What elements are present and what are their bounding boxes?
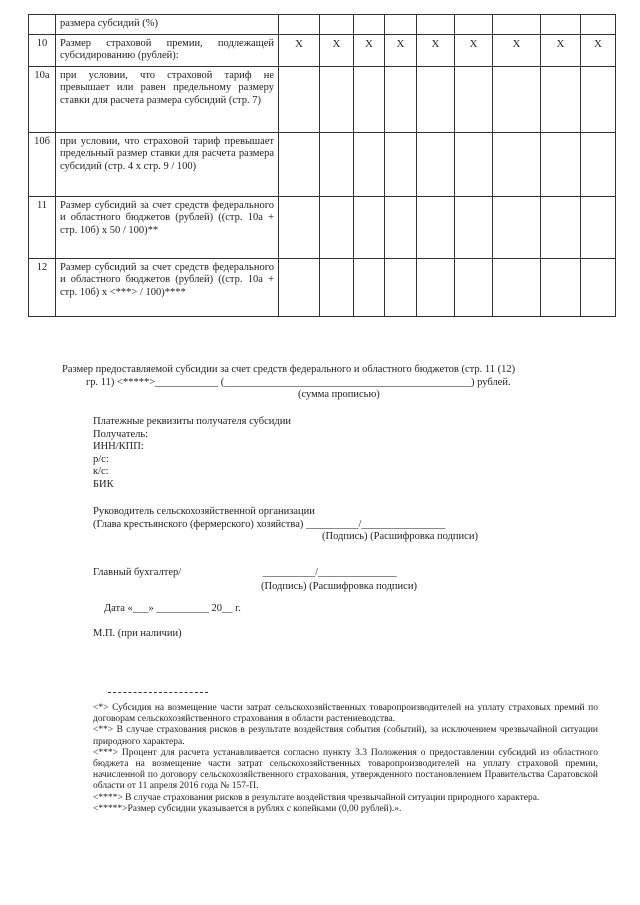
row-description: размера субсидий (%) — [56, 15, 279, 35]
row-number: 10а — [29, 66, 56, 132]
empty-cell — [279, 196, 320, 258]
empty-cell — [417, 15, 455, 35]
requisites-title: Платежные реквизиты получателя субсидии — [93, 416, 291, 427]
head-title: Руководитель сельскохозяйственной организации — [93, 506, 315, 517]
empty-cell — [581, 258, 616, 316]
empty-cell — [455, 258, 493, 316]
row-description: Размер субсидий за счет средств федерального и областного бюджетов (рублей) ((стр. 10а + стр. 10б) x <***> / 100)**** — [56, 258, 279, 316]
x-mark-cell: X — [455, 34, 493, 66]
empty-cell — [354, 132, 385, 196]
x-mark-cell: X — [417, 34, 455, 66]
footnote-3: <***> Процент для расчета устанавливается согласно пункту 3.3 Положения о предоставлении субсидий из областного бюджета на возмещение части затрат сельскохозяйственных товаропроизводителей на уплату страховой премии, начисленной по договору сельскохозяйственного страхования, утвержденного постановлением Правительства Саратовской области от 11 апреля 2016 года № 157-П. — [93, 747, 598, 792]
empty-cell — [385, 15, 417, 35]
x-mark-cell: X — [581, 34, 616, 66]
x-mark-cell: X — [279, 34, 320, 66]
row-number: 11 — [29, 196, 56, 258]
empty-cell — [279, 258, 320, 316]
empty-cell — [417, 66, 455, 132]
footnote-4: <****> В случае страхования рисков в результате воздействия чрезвычайной ситуации природного характера. — [93, 792, 540, 803]
empty-cell — [541, 196, 581, 258]
payment-requisites — [93, 416, 291, 491]
empty-cell — [493, 66, 541, 132]
table-row — [29, 196, 616, 258]
empty-cell — [354, 258, 385, 316]
empty-cell — [541, 258, 581, 316]
footnote-2: <**> В случае страхования рисков в результате воздействия события (событий), за исключением чрезвычайной ситуации природного характера. — [93, 725, 598, 747]
x-mark-cell: X — [541, 34, 581, 66]
empty-cell — [320, 66, 354, 132]
subsidy-table — [28, 14, 616, 317]
date-line: Дата «___» __________ 20__ г. — [104, 603, 241, 614]
summary-line-2: гр. 11) <*****>____________ (_______________________________________________) рублей. — [86, 376, 511, 388]
empty-cell — [581, 66, 616, 132]
empty-cell — [279, 132, 320, 196]
empty-cell — [279, 66, 320, 132]
row-description: Размер субсидий за счет средств федерального и областного бюджетов (рублей) ((стр. 10а + стр. 10б) x 50 / 100)** — [56, 196, 279, 258]
empty-cell — [493, 196, 541, 258]
table-row — [29, 132, 616, 196]
row-number: 10 — [29, 34, 56, 66]
table-body — [29, 15, 616, 317]
empty-cell — [455, 66, 493, 132]
subsidy-summary — [62, 364, 602, 402]
inn-label: ИНН/КПП: — [93, 441, 144, 452]
head-signature — [93, 506, 445, 531]
row-number: 10б — [29, 132, 56, 196]
empty-cell — [581, 132, 616, 196]
chief-signature-caption: (Подпись) (Расшифровка подписи) — [261, 581, 417, 592]
empty-cell — [320, 132, 354, 196]
bik-label: БИК — [93, 478, 114, 490]
footnote-5: <*****>Размер субсидии указывается в рублях с копейками (0,00 рублей).». — [93, 803, 402, 814]
x-mark-cell: X — [385, 34, 417, 66]
ks-label: к/с: — [93, 466, 109, 477]
empty-cell — [385, 132, 417, 196]
empty-cell — [493, 132, 541, 196]
row-description: Размер страховой премии, подлежащей субсидированию (рублей): — [56, 34, 279, 66]
row-description: при условии, что страховой тариф превышает предельный размер ставки для расчета размера субсидий (стр. 4 x стр. 9 / 100) — [56, 132, 279, 196]
summary-line-1: Размер предоставляемой субсидии за счет средств федерального и областного бюджетов (стр. 11 (12) — [62, 364, 516, 375]
empty-cell — [417, 132, 455, 196]
empty-cell — [455, 196, 493, 258]
stamp-place: М.П. (при наличии) — [93, 628, 182, 639]
rs-label: р/с: — [93, 453, 109, 465]
empty-cell — [320, 15, 354, 35]
empty-cell — [385, 66, 417, 132]
empty-cell — [417, 258, 455, 316]
head-signature-caption: (Подпись) (Расшифровка подписи) — [322, 531, 478, 542]
footnote-1: <*> Субсидия на возмещение части затрат сельскохозяйственных товаропроизводителей на уплату страховых премий по договорам сельскохозяйственного страхования в области растениеводства. — [93, 703, 598, 725]
recipient-label: Получатель: — [93, 428, 149, 440]
empty-cell — [541, 15, 581, 35]
empty-cell — [354, 66, 385, 132]
empty-cell — [279, 15, 320, 35]
sum-in-words-caption: (сумма прописью) — [298, 389, 380, 400]
empty-cell — [541, 132, 581, 196]
empty-cell — [541, 66, 581, 132]
empty-cell — [455, 132, 493, 196]
footnotes — [93, 703, 598, 815]
chief-accountant-line: Главный бухгалтер/ __________/_______________ — [93, 567, 397, 578]
table-row — [29, 66, 616, 132]
empty-cell — [417, 196, 455, 258]
empty-cell — [320, 258, 354, 316]
empty-cell — [354, 196, 385, 258]
empty-cell — [493, 258, 541, 316]
row-number: 12 — [29, 258, 56, 316]
empty-cell — [581, 15, 616, 35]
row-number — [29, 15, 56, 35]
empty-cell — [354, 15, 385, 35]
table-row — [29, 15, 616, 35]
row-description: при условии, что страховой тариф не превышает или равен предельному размеру ставки для расчета размера субсидий (стр. 7) — [56, 66, 279, 132]
empty-cell — [493, 15, 541, 35]
head-signature-line: (Глава крестьянского (фермерского) хозяйства) __________/________________ — [93, 518, 446, 530]
empty-cell — [320, 196, 354, 258]
empty-cell — [385, 196, 417, 258]
x-mark-cell: X — [320, 34, 354, 66]
empty-cell — [455, 15, 493, 35]
empty-cell — [385, 258, 417, 316]
empty-cell — [581, 196, 616, 258]
x-mark-cell: X — [354, 34, 385, 66]
table-row — [29, 34, 616, 66]
x-mark-cell: X — [493, 34, 541, 66]
table-row — [29, 258, 616, 316]
footnote-divider — [108, 692, 208, 693]
